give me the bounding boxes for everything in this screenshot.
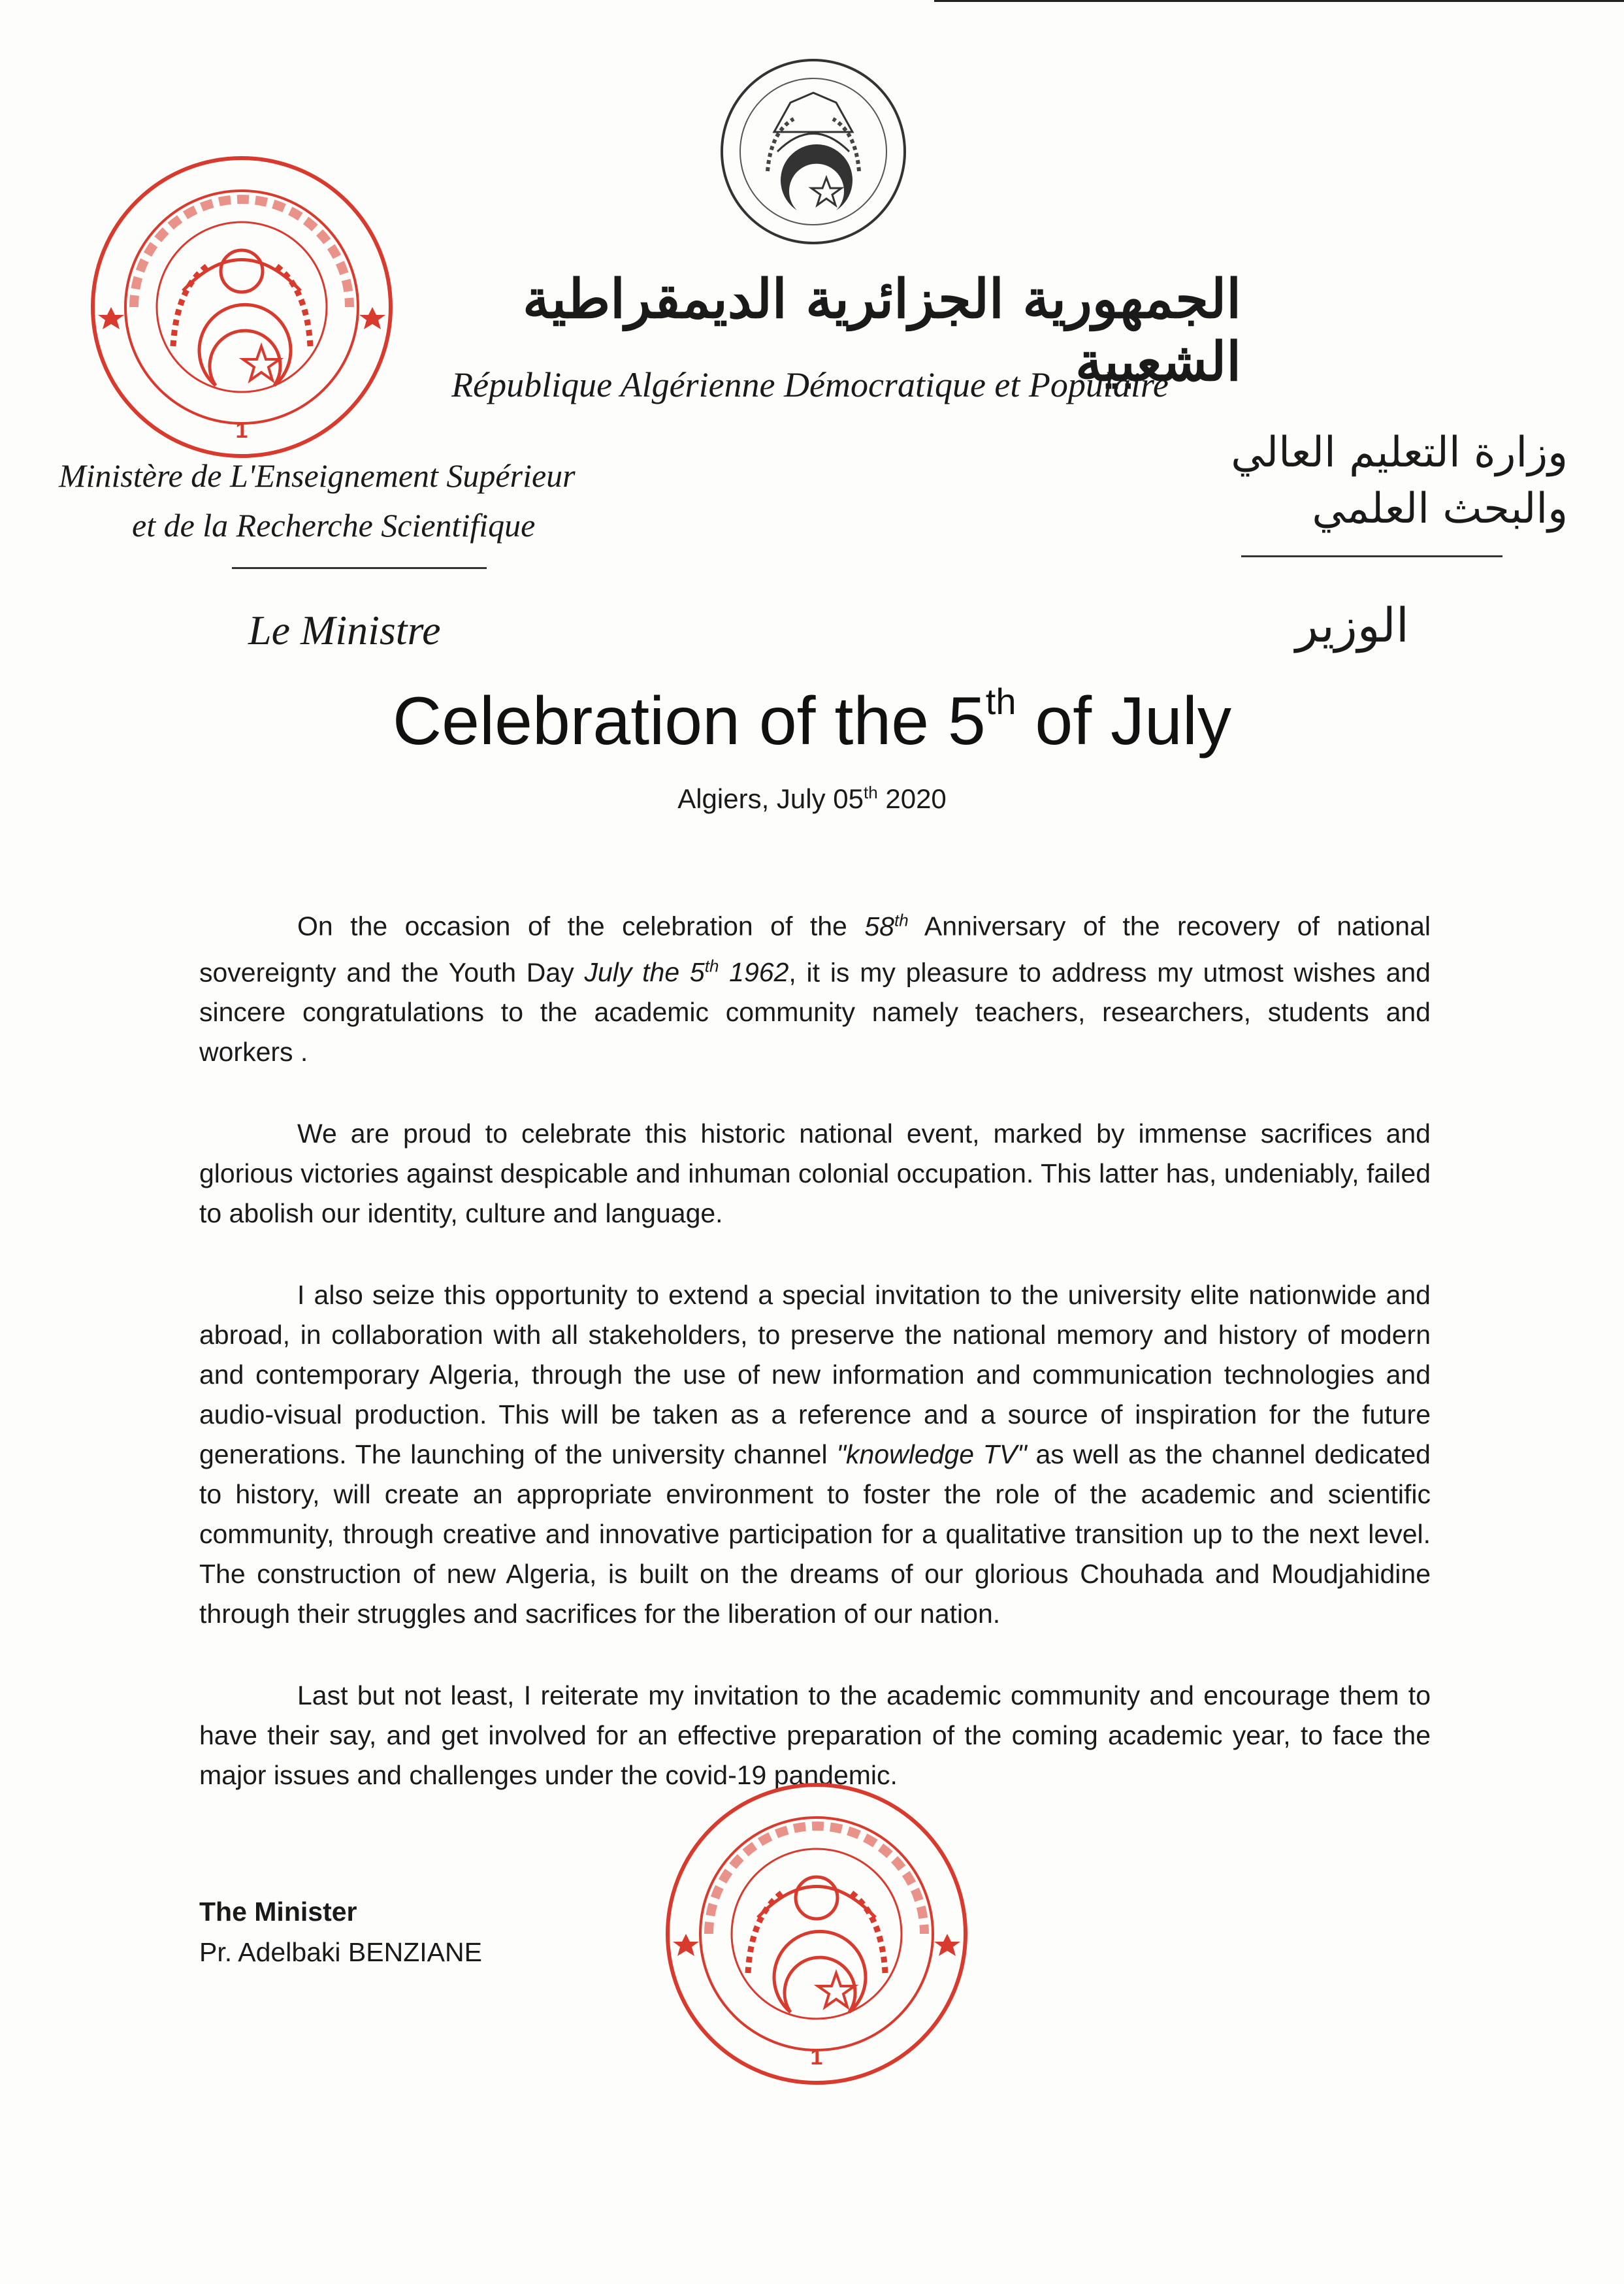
stamp-number-bottom: 1 bbox=[810, 2045, 823, 2070]
date-sup: th bbox=[864, 783, 878, 802]
p1-date bbox=[584, 957, 788, 987]
date-prefix: Algiers, July 05 bbox=[677, 783, 864, 814]
p1-text-c: Anniversary of the recovery of national sovereignty and the Youth Day bbox=[199, 911, 1431, 988]
paragraph-1 bbox=[199, 900, 1431, 1072]
date-suffix: 2020 bbox=[877, 783, 947, 814]
national-emblem-icon bbox=[712, 54, 915, 250]
p1-text-b: 58 bbox=[864, 911, 894, 941]
p1-sup-b: th bbox=[894, 910, 909, 930]
french-republic-title: République Algérienne Démocratique et Populaire bbox=[451, 365, 1169, 404]
p1-sup-d: th bbox=[704, 956, 719, 976]
p1-text-d: July the 5 bbox=[584, 957, 705, 988]
divider-left bbox=[232, 567, 487, 569]
ministry-ar-line2: والبحث العلمي bbox=[1312, 485, 1568, 533]
document-title bbox=[0, 683, 1624, 760]
title-sup: th bbox=[985, 681, 1016, 722]
p3-text-a: I also seize this opportunity to extend a special invitation to the university elite nationwide and abroad, in collaboration with all stakeholders, to preserve the national memory and history of modern and contemporary Algeria, through the use of new information and communication technologies and audio-visual production. This will be taken as a reference and a source of inspiration for the future generations. The launching of the university channel bbox=[199, 1280, 1431, 1470]
p1-text-f: , it is my pleasure to address my utmost wishes and sincere congratulations to the academic community namely teachers, researchers, students and workers . bbox=[199, 957, 1431, 1068]
paragraph-2: We are proud to celebrate this historic national event, marked by immense sacrifices and glorious victories against despicable and inhuman colonial occupation. This latter has, undeniably, failed to abolish our identity, culture and language. bbox=[199, 1118, 1431, 1229]
signature-title: The Minister bbox=[199, 1897, 357, 1927]
paragraph-4: Last but not least, I reiterate my invitation to the academic community and encourage them to have their say, and get involved for an effective preparation of the coming academic year, to face the major issues and challenges under the covid-19 pandemic. bbox=[199, 1680, 1431, 1791]
scan-edge-line bbox=[934, 0, 1624, 2]
arabic-republic-title: الجمهورية الجزائرية الديمقراطية الشعبية bbox=[523, 268, 1241, 393]
ministry-stamp-bottom bbox=[660, 1777, 973, 2091]
p1-anniversary bbox=[864, 911, 908, 941]
paragraph-3 bbox=[199, 1275, 1431, 1634]
p3-channel-name: "knowledge TV" bbox=[836, 1439, 1027, 1470]
le-ministre-label: Le Ministre bbox=[248, 607, 441, 653]
le-ministre-ar-label: الوزير bbox=[1295, 598, 1409, 653]
ministry-ar-line1: وزارة التعليم العالي bbox=[1231, 429, 1568, 477]
p3-text-c: as well as the channel dedicated to history, will create an appropriate environment to foster the role of the academic and scientific community, through creative and innovative participation for a qualitative transition up to the next level. The construction of new Algeria, is built on the dreams of our glorious Chouhada and Moudjahidine through their struggles and sacrifices for the liberation of our nation. bbox=[199, 1439, 1431, 1629]
ministry-name-ar bbox=[1137, 425, 1568, 537]
signature-block bbox=[199, 1891, 482, 1972]
signature-name: Pr. Adelbaki BENZIANE bbox=[199, 1937, 482, 1967]
divider-right bbox=[1241, 555, 1502, 557]
ministry-fr-line1: Ministère de L'Enseignement Supérieur bbox=[59, 457, 576, 494]
letter-body bbox=[199, 900, 1431, 1837]
title-prefix: Celebration of the 5 bbox=[393, 683, 986, 759]
ministry-fr-line2: et de la Recherche Scientifique bbox=[132, 507, 536, 544]
ministry-name-fr bbox=[59, 451, 712, 550]
document-date bbox=[0, 783, 1624, 815]
p1-text-e: 1962 bbox=[719, 957, 789, 988]
ministry-stamp-top bbox=[85, 150, 398, 464]
stamp-number: 1 bbox=[235, 418, 248, 443]
title-suffix: of July bbox=[1016, 683, 1231, 759]
p1-text-a: On the occasion of the celebration of the bbox=[297, 911, 865, 941]
